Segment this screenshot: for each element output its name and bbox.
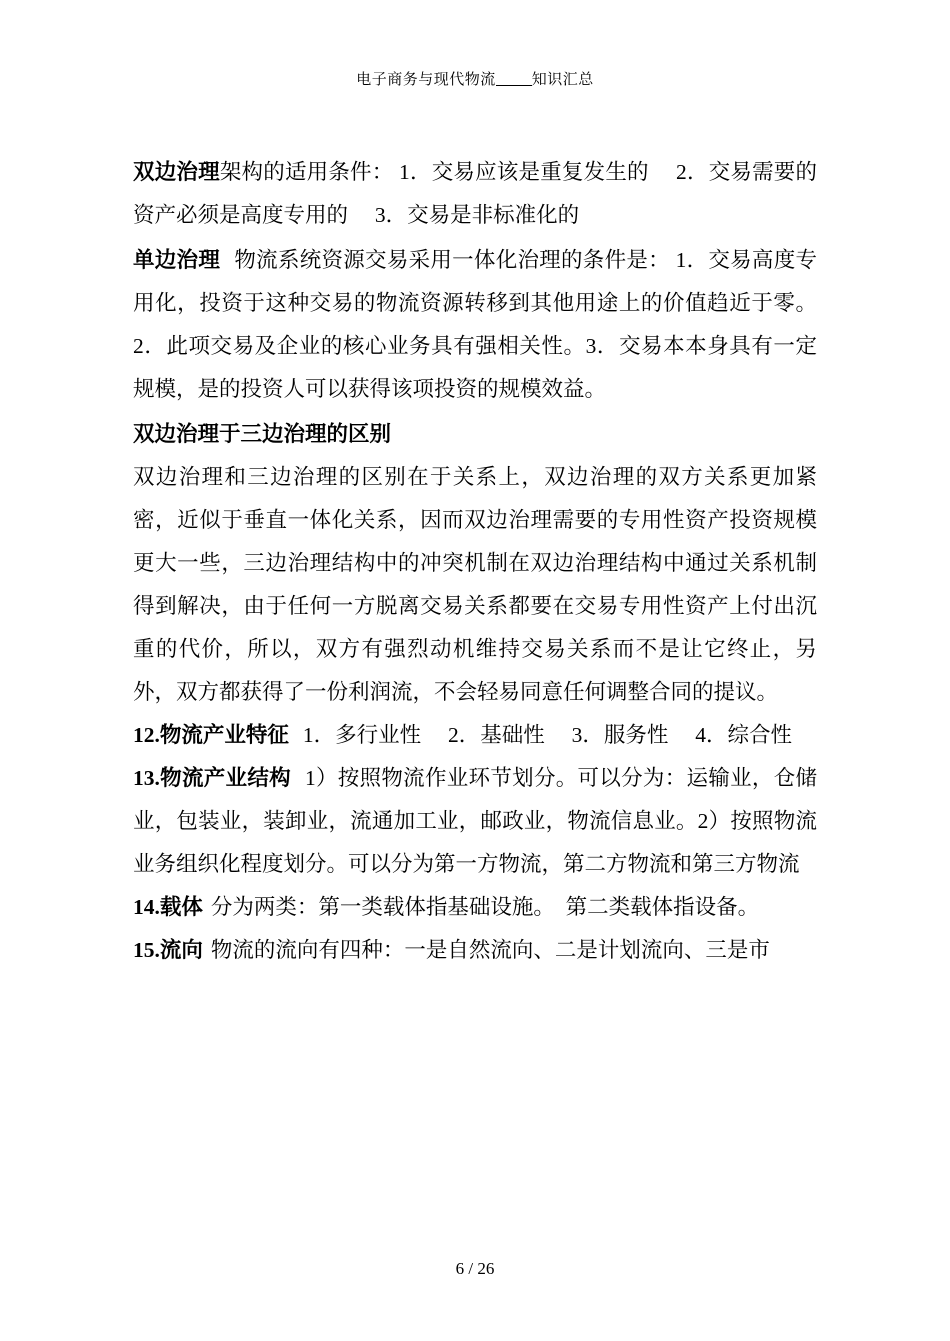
paragraph-bold-lead: 单边治理 [133, 248, 221, 272]
header-title-after: 知识汇总 [531, 72, 594, 88]
paragraph-difference-body: 双边治理和三边治理的区别在于关系上，双边治理的双方关系更加紧密，近似于垂直一体化关系，因而双边治理需要的专用性资产投资规模更大一些，三边治理结构中的冲突机制在双边治理结构中通过关系机制得到解决，由于任何一方脱离交易关系都要在交易专用性资产上付出沉重的代价，所以，双方有强烈动机维持交易关系而不是让它终止，另外，双方都获得了一份利润流，不会轻易同意任何调整合同的提议。 [133, 465, 817, 704]
footer-separator: / [468, 1259, 474, 1278]
footer-page-number: 6 [455, 1259, 465, 1278]
list-item-number: 14. [133, 895, 160, 919]
paragraph-bilateral-conditions [133, 151, 817, 237]
list-item-number: 13. [133, 766, 160, 790]
list-item-bold-lead: 物流产业结构 [159, 766, 291, 790]
list-item-text: 1）按照物流作业环节划分。可以分为：运输业，仓储业，包装业，装卸业，流通加工业，邮政业，物流信息业。2）按照物流业务组织化程度划分。可以分为第一方物流，第二方物流和第三方物流 [133, 766, 817, 876]
page-header [0, 0, 950, 89]
paragraph-unilateral [133, 239, 817, 411]
list-item-text: 1．多行业性 2．基础性 3．服务性 4．综合性 [302, 723, 793, 747]
list-item-number: 15. [133, 938, 160, 962]
document-body [133, 89, 817, 972]
list-item-bold-lead: 流向 [159, 938, 203, 962]
header-title-before: 电子商务与现代物流 [356, 72, 496, 88]
paragraph-bold-lead: 双边治理 [133, 160, 220, 184]
list-item-number: 12. [133, 723, 160, 747]
list-item-bold-lead: 物流产业特征 [159, 723, 289, 747]
page-footer [0, 1259, 950, 1279]
footer-total-pages: 26 [477, 1259, 495, 1278]
list-item-bold-lead: 载体 [159, 895, 203, 919]
paragraph-text: 架构的适用条件： 1．交易应该是重复发生的 2．交易需要的资产必须是高度专用的 3．交易是非标准化的 [133, 160, 817, 227]
list-item-14 [133, 886, 817, 929]
list-item-12 [133, 714, 817, 757]
paragraph-text: 物流系统资源交易采用一体化治理的条件是： 1．交易高度专用化，投资于这种交易的物流资源转移到其他用途上的价值趋近于零。2．此项交易及企业的核心业务具有强相关性。3．交易本本身具有一定规模，是的投资人可以获得该项投资的规模效益。 [133, 248, 817, 401]
header-blank-line [496, 85, 532, 86]
list-item-13 [133, 757, 817, 886]
section-heading-difference: 双边治理于三边治理的区别 [133, 422, 392, 446]
list-item-text: 分为两类：第一类载体指基础设施。 第二类载体指设备。 [210, 895, 760, 919]
list-item-15 [133, 929, 817, 972]
list-item-text: 物流的流向有四种：一是自然流向、二是计划流向、三是市 [210, 938, 770, 962]
